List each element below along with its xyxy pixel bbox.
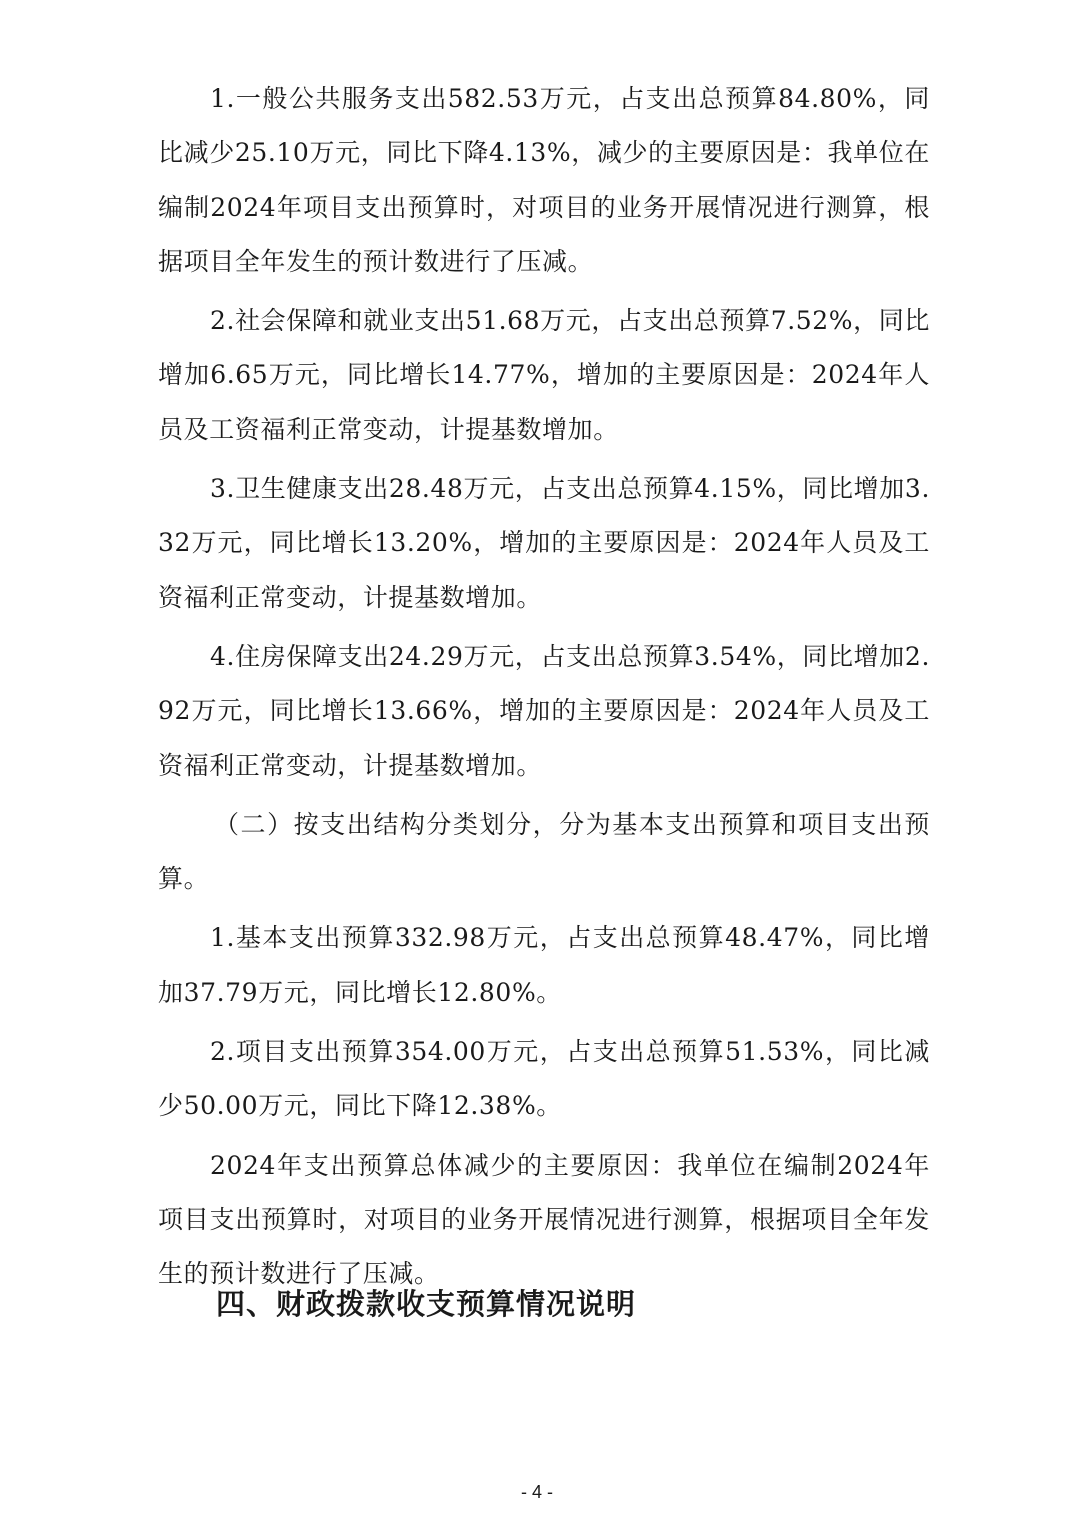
paragraph-health: 3.卫生健康支出28.48万元，占支出总预算4.15%，同比增加3.32万元，同比增长13.20%，增加的主要原因是：2024年人员及工资福利正常变动，计提基数增加。 — [158, 474, 930, 612]
paragraph-overall-reason: 2024年支出预算总体减少的主要原因：我单位在编制2024年项目支出预算时，对项目的业务开展情况进行测算，根据项目全年发生的预计数进行了压减。 — [158, 1150, 930, 1289]
paragraph-social-security: 2.社会保障和就业支出51.68万元，占支出总预算7.52%，同比增加6.65万元，同比增长14.77%，增加的主要原因是：2024年人员及工资福利正常变动，计提基数增加。 — [158, 306, 930, 444]
paragraph-project-expenditure: 2.项目支出预算354.00万元，占支出总预算51.53%，同比减少50.00万元，同比下降12.38%。 — [158, 1037, 930, 1121]
page-number: - 4 - — [520, 1482, 553, 1502]
paragraph-structure-classification: （二）按支出结构分类划分，分为基本支出预算和项目支出预算。 — [158, 809, 930, 894]
paragraph-basic-expenditure: 1.基本支出预算332.98万元，占支出总预算48.47%，同比增加37.79万元，同比增长12.80%。 — [158, 923, 930, 1007]
paragraph-housing: 4.住房保障支出24.29万元，占支出总预算3.54%，同比增加2.92万元，同比增长13.66%，增加的主要原因是：2024年人员及工资福利正常变动，计提基数增加。 — [158, 641, 930, 780]
section-heading: 四、财政拨款收支预算情况说明 — [216, 1287, 637, 1321]
body-text — [158, 72, 930, 1307]
paragraph-general-public-services: 1.一般公共服务支出582.53万元，占支出总预算84.80%，同比减少25.10万元，同比下降4.13%，减少的主要原因是：我单位在编制2024年项目支出预算时，对项目的业务开展情况进行测算，根据项目全年发生的预计数进行了压减。 — [158, 84, 931, 276]
